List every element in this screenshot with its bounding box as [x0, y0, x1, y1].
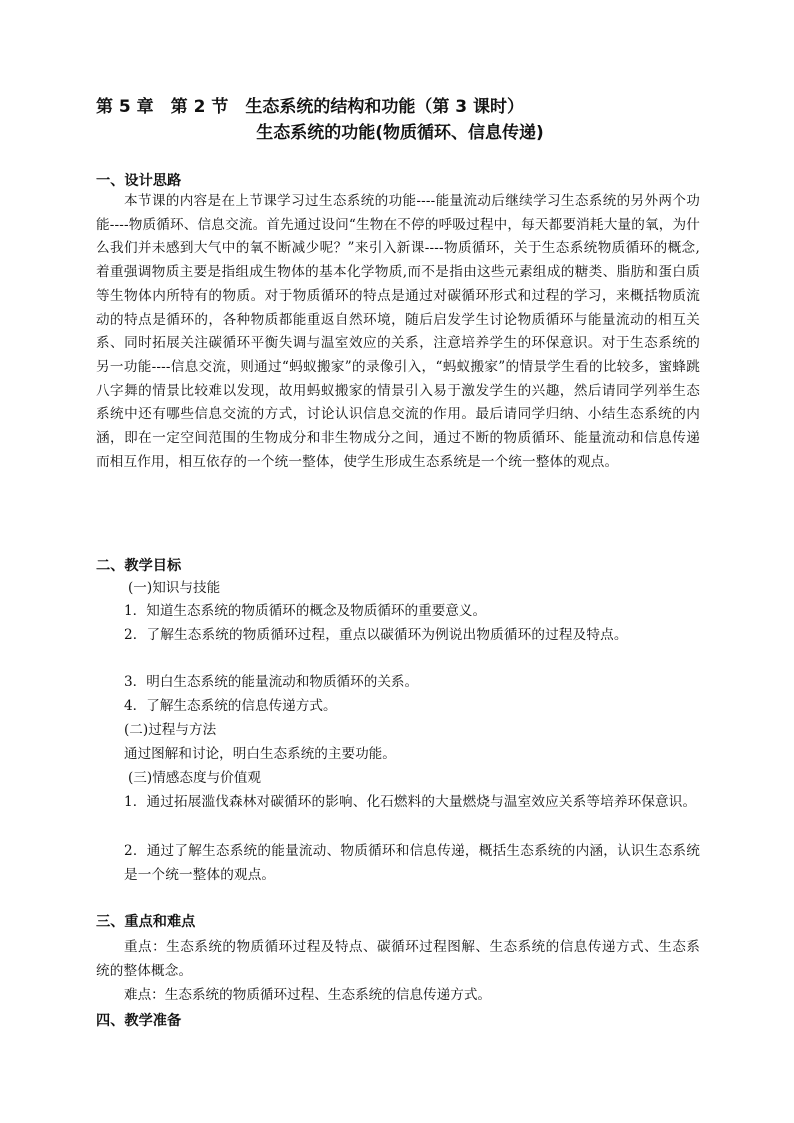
goal-subheading-method: (二)过程与方法 [124, 722, 217, 738]
lesson-subtitle: 生态系统的功能(物质循环、信息传递) [256, 123, 544, 143]
chapter-title: 第 5 章 第 2 节 生态系统的结构和功能（第 3 课时） [96, 97, 524, 117]
goal-item-3: 3．明白生态系统的能量流动和物质循环的关系。 [124, 674, 419, 690]
goal-item-6: 2．通过了解生态系统的能量流动、物质循环和信息传递，概括生态系统的内涵，认识生态系统是一个统一整体的观点。 [124, 843, 700, 883]
goal-subheading-attitude: (三)情感态度与价值观 [128, 770, 261, 786]
goal-method: 通过图解和讨论，明白生态系统的主要功能。 [124, 746, 396, 762]
goal-item-4: 4．了解生态系统的信息传递方式。 [124, 698, 337, 714]
goal-item-5: 1．通过拓展滥伐森林对碳循环的影响、化石燃料的大量燃烧与温室效应关系等培养环保意识。 [124, 794, 697, 810]
goal-subheading-knowledge: (一)知识与技能 [128, 580, 221, 596]
section-heading-key-points: 三、重点和难点 [96, 914, 196, 930]
section-heading-design: 一、设计思路 [96, 173, 182, 189]
difficult-points-text: 难点：生态系统的物质循环过程、生态系统的信息传递方式。 [124, 987, 492, 1003]
goal-item-1: 1．知道生态系统的物质循环的概念及物质循环的重要意义。 [124, 603, 487, 619]
design-paragraph: 本节课的内容是在上节课学习过生态系统的功能----能量流动后继续学习生态系统的另外两个功能----物质循环、信息交流。首先通过设问“生物在不停的呼吸过程中，每天都要消耗大量的氧，为什么我们并未感到大气中的氧不断减少呢？”来引入新课----物质循环，关于生态系统物质循环的概念,着重强调物质主要是指组成生物体的基本化学物质,而不是指由这些元素组成的糖类、脂肪和蛋白质等生物体内所特有的物质。对于物质循环的特点是通过对碳循环形式和过程的学习，来概括物质流动的特点是循环的，各种物质都能重返自然环境，随后启发学生讨论物质循环与能量流动的相互关系、同时拓展关注碳循环平衡失调与温室效应的关系，注意培养学生的环保意识。对于生态系统的另一功能----信息交流，则通过“蚂蚁搬家”的录像引入，“蚂蚁搬家”的情景学生看的比较多，蜜蜂跳八字舞的情景比较难以发现，故用蚂蚁搬家的情景引入易于激发学生的兴趣，然后请同学列举生态系统中还有哪些信息交流的方式，讨论认识信息交流的作用。最后请同学归纳、小结生态系统的内涵，即在一定空间范围的生物成分和非生物成分之间，通过不断的物质循环、能量流动和信息传递而相互作用，相互依存的一个统一整体，使学生形成生态系统是一个统一整体的观点。 [96, 193, 700, 470]
goal-item-2: 2．了解生态系统的物质循环过程，重点以碳循环为例说出物质循环的过程及特点。 [124, 627, 628, 643]
section-heading-preparation: 四、教学准备 [96, 1013, 182, 1029]
section-heading-goals: 二、教学目标 [96, 558, 182, 574]
key-points-text: 重点：生态系统的物质循环过程及特点、碳循环过程图解、生态系统的信息传递方式、生态系统的整体概念。 [96, 939, 700, 979]
